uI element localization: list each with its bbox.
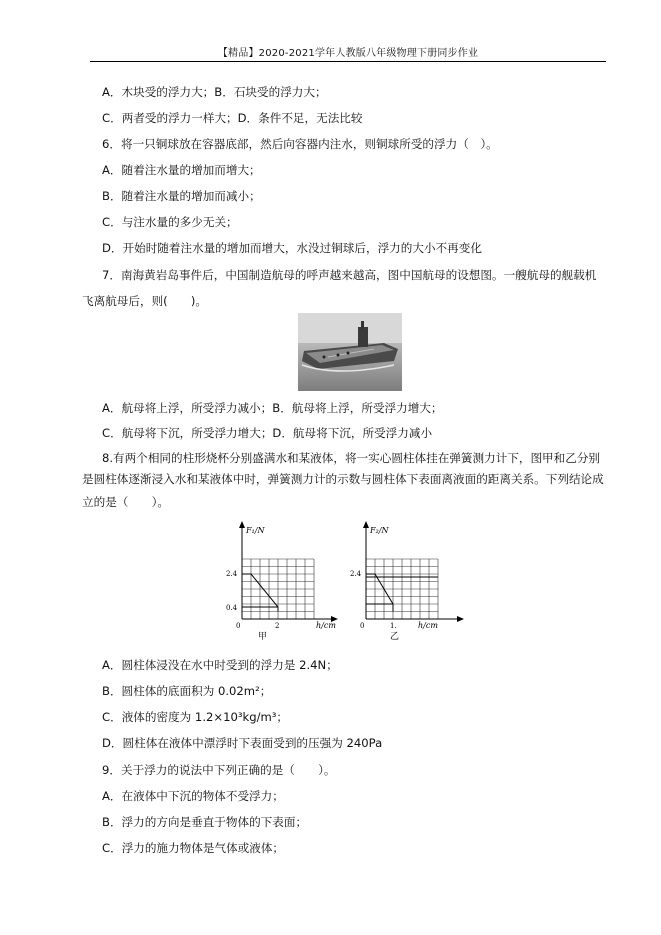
q7-stem-2: 飞离航母后，则( )。 — [82, 294, 207, 308]
q8-stem-2: 是圆柱体逐渐浸入水和某液体中时，弹簧测力计的示数与圆柱体下表面离液面的距离关系。下列结论成 — [82, 472, 604, 486]
header-rule — [90, 61, 606, 62]
q8-option-a: A．圆柱体浸没在水中时受到的浮力是 2.4N； — [102, 658, 338, 672]
q9-option-a: A．在液体中下沉的物体不受浮力； — [102, 789, 284, 803]
q5-options-cd: C．两者受的浮力一样大；D．条件不足，无法比较 — [102, 111, 363, 125]
graph-yi — [346, 519, 468, 653]
graph-yi-origin: 0 — [360, 622, 365, 630]
q5-options-ab: A．木块受的浮力大；B．石块受的浮力大； — [102, 85, 327, 99]
graph-jia-ytick-04: 0.4 — [226, 604, 238, 612]
q7-options-cd: C．航母将下沉，所受浮力增大；D．航母将下沉，所受浮力减小 — [102, 426, 433, 440]
q7-options-ab: A．航母将上浮，所受浮力减小；B．航母将上浮，所受浮力增大； — [102, 401, 443, 415]
aircraft-carrier-image — [298, 313, 402, 391]
q6-option-c: C．与注水量的多少无关； — [102, 215, 238, 229]
q8-option-d: D．圆柱体在液体中漂浮时下表面受到的压强为 240Pa — [102, 736, 383, 750]
graph-jia-xtick-2: 2 — [275, 622, 280, 630]
graph-yi-caption: 乙 — [390, 632, 400, 642]
graph-jia-caption: 甲 — [258, 632, 268, 642]
graph-yi-ytick-24: 2.4 — [350, 570, 362, 578]
graph-jia — [222, 519, 342, 653]
graph-jia-ylabel: F₁/N — [246, 526, 265, 535]
q9-stem: 9．关于浮力的说法中下列正确的是（ ）。 — [102, 763, 336, 777]
q7-stem-1: 7．南海黄岩岛事件后，中国制造航母的呼声越来越高，图中国航母的设想图。一艘航母的舰载机 — [102, 268, 597, 282]
q8-option-c: C．液体的密度为 1.2×10³kg/m³； — [102, 710, 289, 724]
graph-yi-xlabel: h/cm — [418, 621, 438, 630]
graph-yi-xtick-1: 1. — [390, 622, 397, 630]
q6-option-a: A．随着注水量的增加而增大； — [102, 163, 261, 177]
page-header: 【精品】2020-2021学年人教版八年级物理下册同步作业 — [217, 48, 479, 59]
q8-stem-1: 8.有两个相同的柱形烧杯分别盛满水和某液体，将一实心圆柱体挂在弹簧测力计下，图甲和乙分别 — [102, 451, 601, 465]
graph-jia-xlabel: h/cm — [316, 621, 336, 630]
carrier-photo-icon — [298, 313, 402, 391]
q6-option-b: B．随着注水量的增加而减小； — [102, 189, 261, 203]
graph-jia-origin: 0 — [236, 622, 241, 630]
q9-option-c: C．浮力的施力物体是气体或液体； — [102, 841, 285, 855]
q6-option-d: D．开始时随着注水量的增加而增大，水没过铜球后，浮力的大小不再变化 — [102, 241, 482, 255]
graph-jia-ytick-24: 2.4 — [226, 570, 238, 578]
q9-option-b: B．浮力的方向是垂直于物体的下表面； — [102, 815, 308, 829]
q8-stem-3: 立的是（ ）。 — [82, 495, 169, 509]
q6-stem: 6．将一只铜球放在容器底部，然后向容器内注水，则铜球所受的浮力（ ）。 — [102, 137, 498, 151]
q8-option-b: B．圆柱体的底面积为 0.02m²； — [102, 684, 272, 698]
graph-yi-ylabel: F₂/N — [370, 526, 389, 535]
graph-yi-line — [366, 574, 393, 612]
